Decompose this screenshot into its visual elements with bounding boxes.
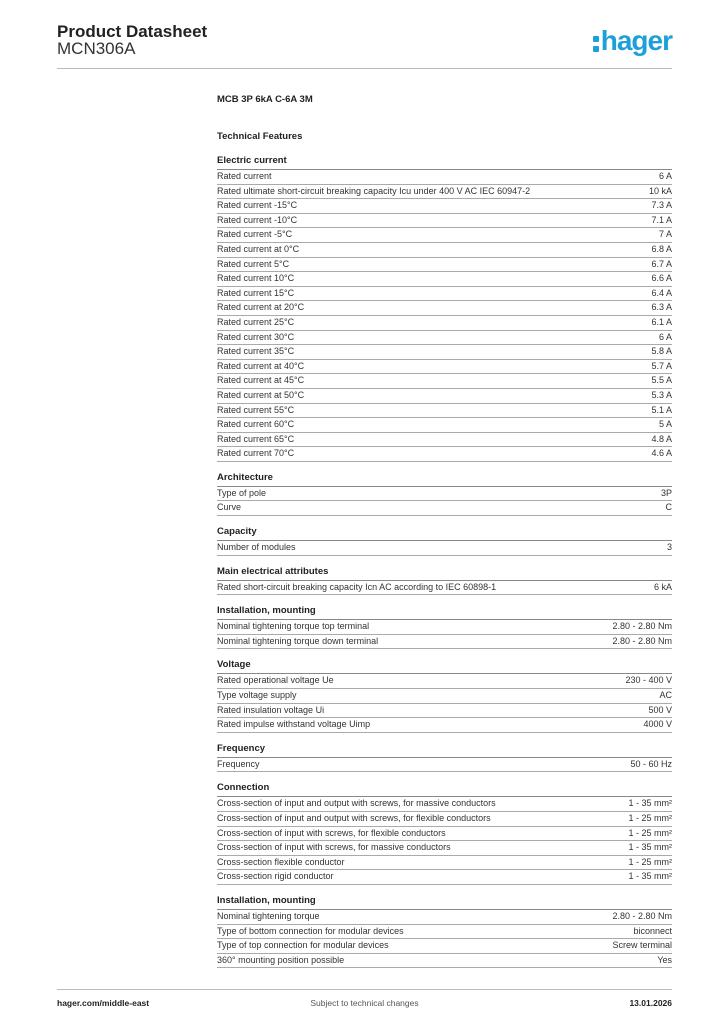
feature-row [217, 954, 672, 969]
feature-value: 6 A [658, 171, 672, 181]
section-title: Capacity [217, 526, 672, 541]
feature-label: Rated operational voltage Ue [217, 675, 334, 686]
feature-label: Type of pole [217, 487, 267, 498]
feature-label: Rated current at 20°C [217, 302, 305, 313]
feature-value: 6 kA [653, 581, 672, 592]
feature-label: Type of top connection for modular devices [217, 940, 389, 951]
feature-value: 6.8 A [651, 243, 672, 254]
footer-date: 13.01.2026 [629, 998, 672, 1008]
feature-value: 230 - 400 V [625, 675, 672, 686]
feature-value: 50 - 60 Hz [630, 758, 672, 769]
feature-row [217, 487, 672, 502]
feature-label: Rated current 30°C [217, 331, 295, 342]
feature-row [217, 360, 672, 375]
feature-label: Rated current 65°C [217, 433, 295, 444]
feature-value: 500 V [648, 704, 672, 715]
feature-row [217, 812, 672, 827]
feature-label: Rated current at 40°C [217, 360, 305, 371]
feature-label: Rated current 55°C [217, 404, 295, 415]
technical-features-heading: Technical Features [217, 131, 303, 142]
feature-label: Rated impulse withstand voltage Uimp [217, 719, 371, 730]
feature-section [217, 605, 672, 649]
feature-row [217, 501, 672, 516]
feature-label: Curve [217, 502, 242, 513]
feature-value: 7 A [658, 229, 672, 240]
feature-row [217, 674, 672, 689]
feature-section [217, 155, 672, 462]
feature-value: 1 - 35 mm² [628, 871, 672, 882]
footer-divider [57, 989, 672, 990]
feature-row [217, 389, 672, 404]
section-title: Voltage [217, 659, 672, 674]
feature-label: Cross-section of input and output with screws, for massive conductors [217, 798, 496, 809]
feature-label: Number of modules [217, 542, 296, 553]
feature-value: biconnect [633, 925, 672, 936]
feature-value: 5.1 A [651, 404, 672, 415]
feature-label: Rated current at 45°C [217, 375, 305, 386]
section-title: Installation, mounting [217, 605, 672, 620]
feature-value: 7.1 A [651, 214, 672, 225]
feature-label: Rated current 5°C [217, 258, 290, 269]
datasheet-content [217, 94, 672, 978]
logo-dots-icon [593, 26, 600, 56]
feature-section [217, 659, 672, 732]
feature-value: 3P [660, 487, 672, 498]
feature-label: Rated current 25°C [217, 316, 295, 327]
feature-row [217, 199, 672, 214]
feature-value: Yes [657, 954, 672, 965]
feature-label: Rated current at 0°C [217, 243, 300, 254]
feature-label: Rated current -15°C [217, 200, 298, 211]
feature-label: Frequency [217, 758, 260, 769]
feature-row [217, 301, 672, 316]
feature-row [217, 704, 672, 719]
feature-value: 2.80 - 2.80 Nm [612, 621, 672, 632]
feature-value: 1 - 35 mm² [628, 842, 672, 853]
feature-label: Type voltage supply [217, 690, 297, 701]
feature-row [217, 541, 672, 556]
feature-row [217, 345, 672, 360]
feature-value: 1 - 35 mm² [628, 798, 672, 809]
page-footer [57, 998, 672, 1010]
document-title: Product Datasheet [57, 22, 208, 41]
feature-value: 6.6 A [651, 273, 672, 284]
feature-value: 5.8 A [651, 346, 672, 357]
feature-section [217, 895, 672, 968]
feature-value: 5.5 A [651, 375, 672, 386]
feature-label: Cross-section of input and output with screws, for flexible conductors [217, 813, 491, 823]
feature-label: Cross-section rigid conductor [217, 871, 334, 882]
feature-row [217, 272, 672, 287]
feature-value: 6.3 A [651, 302, 672, 313]
feature-value: 2.80 - 2.80 Nm [612, 910, 672, 921]
feature-value: 2.80 - 2.80 Nm [612, 635, 672, 646]
feature-label: Rated current 70°C [217, 448, 295, 459]
feature-section [217, 526, 672, 556]
feature-section [217, 782, 672, 885]
footer-website: hager.com/middle-east [57, 998, 150, 1008]
section-title: Electric current [217, 155, 672, 170]
feature-value: AC [659, 690, 672, 701]
feature-label: Rated short-circuit breaking capacity Icn AC according to IEC 60898-1 [217, 581, 497, 592]
feature-label: Rated current -10°C [217, 214, 298, 225]
feature-value: 6.4 A [651, 287, 672, 298]
feature-row [217, 214, 672, 229]
feature-row [217, 856, 672, 871]
feature-row [217, 331, 672, 346]
feature-value: 6.7 A [651, 258, 672, 269]
feature-row [217, 689, 672, 704]
feature-value: 4000 V [643, 719, 672, 730]
feature-label: Cross-section of input with screws, for flexible conductors [217, 827, 446, 838]
product-name: MCB 3P 6kA C-6A 3M [217, 94, 313, 105]
feature-value: 1 - 25 mm² [628, 813, 672, 823]
feature-section [217, 743, 672, 773]
section-title: Frequency [217, 743, 672, 758]
feature-row [217, 910, 672, 925]
feature-row [217, 418, 672, 433]
feature-value: C [665, 502, 672, 513]
feature-row [217, 620, 672, 635]
feature-section [217, 472, 672, 516]
feature-sections [217, 155, 672, 968]
feature-value: 5.7 A [651, 360, 672, 371]
feature-label: Nominal tightening torque down terminal [217, 635, 379, 646]
feature-label: Rated current -5°C [217, 229, 293, 240]
feature-label: Cross-section flexible conductor [217, 856, 345, 867]
section-title: Main electrical attributes [217, 566, 672, 581]
footer-disclaimer: Subject to technical changes [310, 998, 419, 1008]
feature-row [217, 758, 672, 773]
feature-label: Rated current [217, 171, 272, 181]
feature-label: Type of bottom connection for modular devices [217, 925, 404, 936]
feature-row [217, 925, 672, 940]
feature-value: 6.1 A [651, 316, 672, 327]
hager-logo [593, 26, 672, 56]
feature-label: Rated current 60°C [217, 419, 295, 430]
feature-row [217, 870, 672, 885]
feature-value: 4.8 A [651, 433, 672, 444]
feature-row [217, 258, 672, 273]
feature-value: 7.3 A [651, 200, 672, 211]
feature-value: 6 A [658, 331, 672, 342]
logo-text: hager [600, 25, 672, 56]
feature-row [217, 374, 672, 389]
feature-row [217, 841, 672, 856]
feature-row [217, 404, 672, 419]
feature-row [217, 287, 672, 302]
feature-row [217, 447, 672, 462]
feature-value: Screw terminal [612, 940, 672, 951]
feature-label: Cross-section of input with screws, for massive conductors [217, 842, 451, 853]
feature-value: 3 [666, 542, 672, 553]
page-header [57, 20, 672, 68]
feature-label: Rated current 35°C [217, 346, 295, 357]
feature-label: Nominal tightening torque top terminal [217, 621, 370, 632]
feature-label: Rated current 10°C [217, 273, 295, 284]
feature-label: Rated current at 50°C [217, 389, 305, 400]
feature-value: 5 A [658, 419, 672, 430]
feature-row [217, 228, 672, 243]
feature-row [217, 243, 672, 258]
section-title: Installation, mounting [217, 895, 672, 910]
feature-row [217, 185, 672, 200]
feature-row [217, 581, 672, 596]
feature-row [217, 827, 672, 842]
feature-section [217, 566, 672, 596]
feature-value: 5.3 A [651, 389, 672, 400]
header-divider [57, 68, 672, 69]
section-title: Architecture [217, 472, 672, 487]
feature-row [217, 939, 672, 954]
feature-value: 10 kA [648, 185, 672, 196]
feature-value: 1 - 25 mm² [628, 856, 672, 867]
section-title: Connection [217, 782, 672, 797]
feature-label: Rated current 15°C [217, 287, 295, 298]
feature-row [217, 718, 672, 733]
feature-value: 4.6 A [651, 448, 672, 459]
product-reference: MCN306A [57, 39, 136, 58]
feature-label: Nominal tightening torque [217, 910, 320, 921]
feature-value: 1 - 25 mm² [628, 827, 672, 838]
feature-row [217, 635, 672, 650]
feature-row [217, 316, 672, 331]
feature-label: Rated ultimate short-circuit breaking capacity Icu under 400 V AC IEC 60947-2 [217, 185, 531, 196]
feature-label: 360° mounting position possible [217, 954, 345, 965]
feature-row [217, 433, 672, 448]
feature-row [217, 170, 672, 185]
feature-row [217, 797, 672, 812]
feature-label: Rated insulation voltage Ui [217, 704, 325, 715]
